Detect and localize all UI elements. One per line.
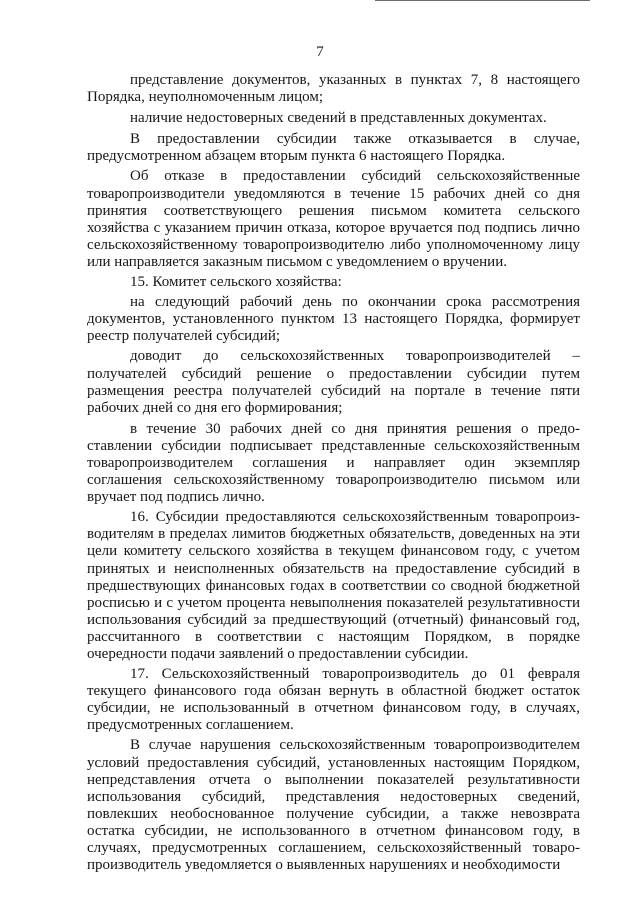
paragraph-7: доводит до сельскохозяйственных товаропроизводителей – получателей субсидий решение о предоставлении субсидии путем размещения реестра получателей субсидий на портале в течение пяти рабочих дней со дня его формирования; — [87, 348, 580, 416]
paragraph-2: наличие недостоверных сведений в представленных документах. — [130, 110, 547, 127]
page-number: 7 — [316, 44, 324, 60]
paragraph-5: 15. Комитет сельского хозяйства: — [130, 274, 342, 291]
paragraph-10: 17. Сельскохозяйственный товаропроизводитель до 01 февраля текущего финансового года обязан вернуть в областной бюджет остаток субсидии, не использованный в отчетном финансовом году, в случаях, предусмотренных соглашением. — [87, 666, 580, 734]
document-body — [87, 72, 580, 874]
paragraph-11: В случае нарушения сельскохозяйственным товаропроизводителем условий предоставления субсидий, установленных настоящим Порядком, непредставления отчета о выполнении показателей результативности использования субсидий, представления недостоверных сведений, повлекших необоснованное получение субсидии, а также невозврата остатка субсидии, не использованного в отчетном финансовом году, в случаях, предусмотренных соглашением, сельскохозяйственный товаропроизводитель уведомляется о выявленных нарушениях и необходимости — [87, 737, 580, 874]
top-edge-rule — [375, 0, 590, 1]
paragraph-6: на следующий рабочий день по окончании срока рассмотрения документов, установленного пунктом 13 настоящего Порядка, формирует реестр получателей субсидий; — [87, 294, 580, 345]
paragraph-3: В предоставлении субсидии также отказывается в случае, предусмотренном абзацем вторым пункта 6 настоящего Порядка. — [87, 131, 580, 165]
paragraph-9: 16. Субсидии предоставляются сельскохозяйственным товаропроизводителям в пределах лимитов бюджетных обязательств, доведенных на эти цели комитету сельского хозяйства в текущем финансовом году, с учетом принятых и неисполненных обязательств на предоставление субсидий в предшествующих финансовых годах в соответствии со сводной бюджетной росписью и с учетом процента невыполнения показателей результативности использования субсидий за предшествующий (отчетный) финансовый год, рассчитанного в соответствии с настоящим Порядком, в порядке очередности подачи заявлений о предоставлении субсидии. — [87, 509, 580, 662]
paragraph-4: Об отказе в предоставлении субсидий сельскохозяйственные товаропроизводители уведомляются в течение 15 рабочих дней со дня принятия соответствующего решения письмом комитета сельского хозяйства с указанием причин отказа, которое вручается под подпись лично сельскохозяйственному товаропроизводителю либо уполномоченному лицу или направляется заказным письмом с уведомлением о вручении. — [87, 168, 580, 270]
paragraph-1: представление документов, указанных в пунктах 7, 8 настоящего Порядка, неуполномоченным лицом; — [87, 72, 580, 106]
paragraph-8: в течение 30 рабочих дней со дня принятия решения о предоставлении субсидии подписывает представленные сельскохозяйственным товаропроизводителем соглашения и направляет один экземпляр соглашения сельскохозяйственному товаропроизводителю письмом или вручает под подпись лично. — [87, 420, 580, 506]
